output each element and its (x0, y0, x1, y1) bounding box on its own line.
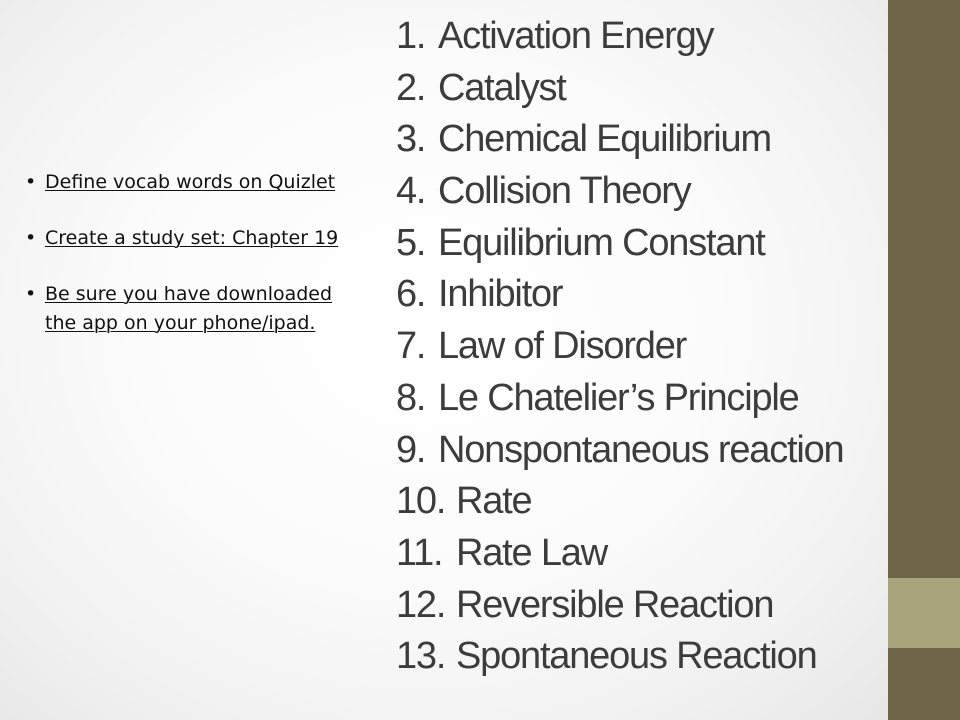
term-number: 1. (396, 15, 426, 57)
vocab-term (396, 425, 844, 477)
vocab-term (396, 114, 844, 166)
term-label: Activation Energy (438, 15, 714, 57)
term-label: Inhibitor (438, 273, 563, 316)
term-label: Le Chatelier’s Principle (438, 376, 799, 419)
vocab-term (396, 63, 844, 115)
term-label: Catalyst (438, 66, 566, 109)
vocab-term (396, 269, 844, 321)
term-number: 4. (396, 170, 426, 213)
instruction-item (18, 280, 348, 338)
term-label: Nonspontaneous reaction (438, 428, 844, 471)
instruction-item (18, 224, 348, 253)
vocab-term (396, 476, 844, 528)
instruction-item (18, 168, 348, 197)
sidebar-accent-block (888, 578, 960, 648)
term-label: Rate (456, 480, 532, 523)
term-label: Reversible Reaction (456, 583, 774, 626)
vocab-term (396, 321, 844, 373)
vocab-term (396, 218, 844, 270)
vocab-term (396, 373, 844, 425)
term-number: 3. (396, 118, 426, 161)
term-label: Law of Disorder (438, 325, 687, 368)
term-label: Spontaneous Reaction (456, 635, 817, 678)
instructions-list (18, 168, 348, 365)
term-number: 12. (396, 583, 446, 626)
term-label: Equilibrium Constant (438, 221, 765, 264)
instruction-link[interactable]: Create a study set: Chapter 19 (45, 227, 339, 249)
term-number: 9. (396, 428, 426, 471)
term-label: Chemical Equilibrium (438, 118, 771, 161)
term-number: 13. (396, 635, 446, 678)
sidebar-dark-bottom (888, 648, 960, 720)
term-number: 7. (396, 325, 426, 368)
vocab-term (396, 528, 844, 580)
instruction-link[interactable]: Be sure you have downloaded the app on your phone/ipad. (45, 283, 333, 334)
term-number: 8. (396, 376, 426, 419)
vocab-term (396, 580, 844, 632)
term-number: 11. (396, 531, 443, 574)
term-label: Rate Law (456, 531, 607, 574)
term-number: 6. (396, 273, 426, 316)
vocab-term (396, 166, 844, 218)
term-number: 5. (396, 221, 426, 264)
vocab-terms-list (396, 11, 844, 683)
vocab-term (396, 631, 844, 683)
instruction-link[interactable]: Define vocab words on Quizlet (45, 171, 336, 193)
term-number: 2. (396, 66, 426, 109)
term-label: Collision Theory (438, 170, 691, 213)
sidebar-dark-top (888, 0, 960, 578)
term-number: 10. (396, 480, 446, 523)
vocab-term (396, 11, 844, 63)
